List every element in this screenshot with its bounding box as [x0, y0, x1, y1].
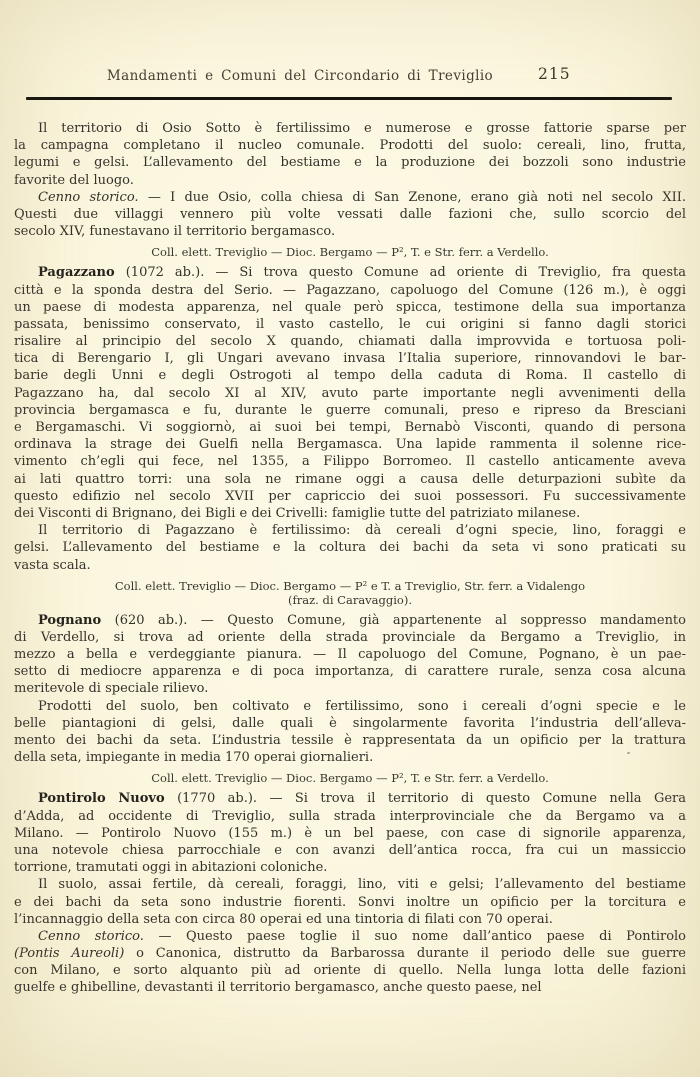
text-line: e dei bachi da seta sono industrie fiorenti. Sonvi inoltre un opificio per la torcitura e	[14, 894, 686, 910]
text-line: dei Visconti di Brignano, dei Bigli e dei Crivelli: famiglie tutte del patriziato milanese.	[14, 505, 581, 521]
text-segment: (1770 ab.). — Si trova il territorio di questo Comune nella Gera	[164, 791, 686, 807]
header-rule	[26, 97, 672, 100]
text-line: con Milano, e sorto alquanto più ad oriente di quello. Nella lunga lotta delle fazioni	[14, 963, 686, 979]
paragraph-osio-territorio	[14, 120, 686, 189]
text-line: barie degli Unni e degli Ostrogoti al tempo della caduta di Roma. Il castello di	[14, 368, 686, 384]
text-line: un paese di modesta apparenza, nel quale però spicca, testimone della sua importanza	[14, 299, 686, 315]
paragraph-pagazzano-territorio	[14, 522, 686, 574]
paragraph-pontirolo-suolo	[14, 876, 686, 928]
text-line	[14, 928, 686, 945]
text-line: torrione, tramutati oggi in abitazioni coloniche.	[14, 860, 328, 876]
comune-name-pognano: Pognano	[38, 612, 102, 628]
cenno-storico-label: Cenno storico.	[38, 189, 139, 205]
comune-name-pontirolo-nuovo: Pontirolo Nuovo	[38, 791, 165, 807]
text-line: passata, benissimo conservato, il vasto castello, le cui origini si fanno dagli storici	[14, 316, 686, 332]
paper-speck	[627, 752, 630, 754]
comune-name-pagazzano: Pagazzano	[38, 265, 115, 281]
text-segment: — I due Osio, colla chiesa di San Zenone, erano già noti nel secolo XII.	[138, 189, 686, 205]
text-line: gelsi. L’allevamento del bestiame e la coltura dei bachi da seta vi sono praticati su	[14, 540, 686, 556]
text-line: mento dei bachi da seta. L’industria tessile è rappresentata da un opificio per la trattura	[14, 733, 686, 748]
text-line: la campagna completano il nucleo comunale. Prodotti del suolo: cereali, lino, frutta,	[14, 138, 686, 154]
text-line	[14, 790, 686, 807]
text-line: questo edifizio nel secolo XVII per capriccio dei suoi possessori. Fu successivamente	[14, 488, 686, 504]
text-line: Pagazzano ha, dal secolo XI al XIV, avuto parte importante negli avvenimenti della	[14, 385, 686, 401]
text-line: ai lati quattro torri: una sola ne rimane oggi a causa delle deturpazioni subìte da	[14, 471, 686, 487]
page-body	[14, 120, 686, 997]
text-line	[14, 945, 686, 962]
text-line: della seta, impiegante in media 170 operai giornalieri.	[14, 750, 374, 766]
text-line: Il territorio di Osio Sotto è fertilissimo e numerose e grosse fattorie sparse per	[38, 121, 686, 136]
running-head-title: Mandamenti e Comuni del Circondario di Treviglio	[106, 68, 494, 84]
text-line	[14, 189, 686, 206]
cenno-storico-label: Cenno storico.	[38, 928, 144, 944]
text-line: meritevole di speciale rilievo.	[14, 681, 209, 697]
text-line: Questi due villaggi vennero più volte vessati dalle fazioni che, sullo scorcio del	[14, 206, 686, 222]
latin-name: (Pontis Aureoli)	[14, 946, 125, 962]
text-line: ordinava la strage dei Guelfi nella Bergamasca. Una lapide rammenta il solenne rice-	[14, 437, 686, 453]
electoral-district-line: Coll. elett. Treviglio — Dioc. Bergamo — P² e T. a Treviglio, Str. ferr. a Vidalengo	[114, 578, 586, 593]
electoral-district-note: Coll. elett. Treviglio — Dioc. Bergamo — P², T. e Str. ferr. a Verdello.	[151, 245, 549, 260]
text-line: guelfe e ghibelline, devastanti il territorio bergamasco, anche questo paese, nel	[14, 980, 542, 996]
text-line: l’incannaggio della seta con circa 80 operai ed una tintoria di filati con 70 operai.	[14, 911, 553, 927]
text-line: Il suolo, assai fertile, dà cereali, foraggi, lino, viti e gelsi; l’allevamento del bestiame	[38, 877, 686, 893]
paragraph-pontirolo	[14, 790, 686, 876]
text-segment: (620 ab.). — Questo Comune, già appartenente al soppresso mandamento	[101, 612, 686, 628]
text-line: tica di Berengario I, gli Ungari avevano invasa l’Italia superiore, rinnovandovi le bar-	[14, 351, 686, 367]
text-line: d’Adda, ad occidente di Treviglio, sulla strada interprovinciale che da Bergamo va a	[14, 808, 686, 824]
text-line	[14, 612, 686, 629]
text-segment: (1072 ab.). — Si trova questo Comune ad oriente di Treviglio, fra questa	[114, 265, 686, 281]
text-line: Il territorio di Pagazzano è fertilissimo: dà cereali d’ogni specie, lino, foraggi e	[38, 523, 686, 539]
electoral-district-note	[14, 579, 686, 607]
text-line: secolo XIV, funestavano il territorio bergamasco.	[14, 224, 336, 240]
paragraph-pognano	[14, 612, 686, 698]
paragraph-pognano-prodotti	[14, 698, 686, 767]
text-line: Prodotti del suolo, ben coltivato e fertilissimo, sono i cereali d’ogni specie e le	[38, 698, 686, 714]
text-line: risalire al principio del secolo X quando, chiamati dalla improvvida e tortuosa poli-	[14, 334, 686, 350]
text-segment: o Canonica, distrutto da Barbarossa durante il periodo delle sue guerre	[124, 946, 686, 962]
text-line: mezzo a bella e verdeggiante pianura. — Il capoluogo del Comune, Pognano, è un pae-	[14, 647, 686, 663]
paragraph-pontirolo-cenno-storico	[14, 928, 686, 997]
page-number: 215	[538, 65, 571, 83]
text-line: legumi e gelsi. L’allevamento del bestiame e la produzione dei bozzoli sono industrie	[14, 155, 686, 171]
paragraph-osio-cenno-storico	[14, 189, 686, 241]
text-line: favorite del luogo.	[14, 172, 134, 188]
text-line: una notevole chiesa parrocchiale e con avanzi dell’antica rocca, fra cui un massiccio	[14, 842, 686, 858]
electoral-district-line: (fraz. di Caravaggio).	[288, 592, 412, 607]
text-line: vasta scala.	[14, 557, 91, 573]
text-line: e Bergamaschi. Vi soggiornò, ai suoi bei tempi, Bernabò Visconti, quando di persona	[14, 420, 686, 435]
text-line: città e la sponda destra del Serio. — Pagazzano, capoluogo del Comune (126 m.), è oggi	[14, 282, 686, 298]
text-line	[14, 264, 686, 281]
text-line: provincia bergamasca e fu, durante le guerre comunali, preso e ripreso da Bresciani	[14, 402, 686, 418]
text-line: Milano. — Pontirolo Nuovo (155 m.) è un bel paese, con case di signorile apparenza,	[14, 825, 686, 841]
text-line: belle piantagioni di gelsi, dalle quali è singolarmente favorita l’industria dell’alleva-	[14, 715, 686, 731]
text-line: vimento ch’egli qui fece, nel 1355, a Filippo Borromeo. Il castello anticamente aveva	[14, 454, 686, 470]
electoral-district-note: Coll. elett. Treviglio — Dioc. Bergamo — P², T. e Str. ferr. a Verdello.	[151, 771, 549, 786]
text-segment: — Questo paese toglie il suo nome dall’antico paese di Pontirolo	[143, 928, 687, 944]
text-line: setto di mediocre apparenza e di poca importanza, di carattere rurale, senza cosa alcuna	[14, 664, 686, 680]
text-line: di Verdello, si trova ad oriente della strada provinciale da Bergamo a Treviglio, in	[14, 629, 686, 645]
paragraph-pagazzano	[14, 264, 686, 522]
